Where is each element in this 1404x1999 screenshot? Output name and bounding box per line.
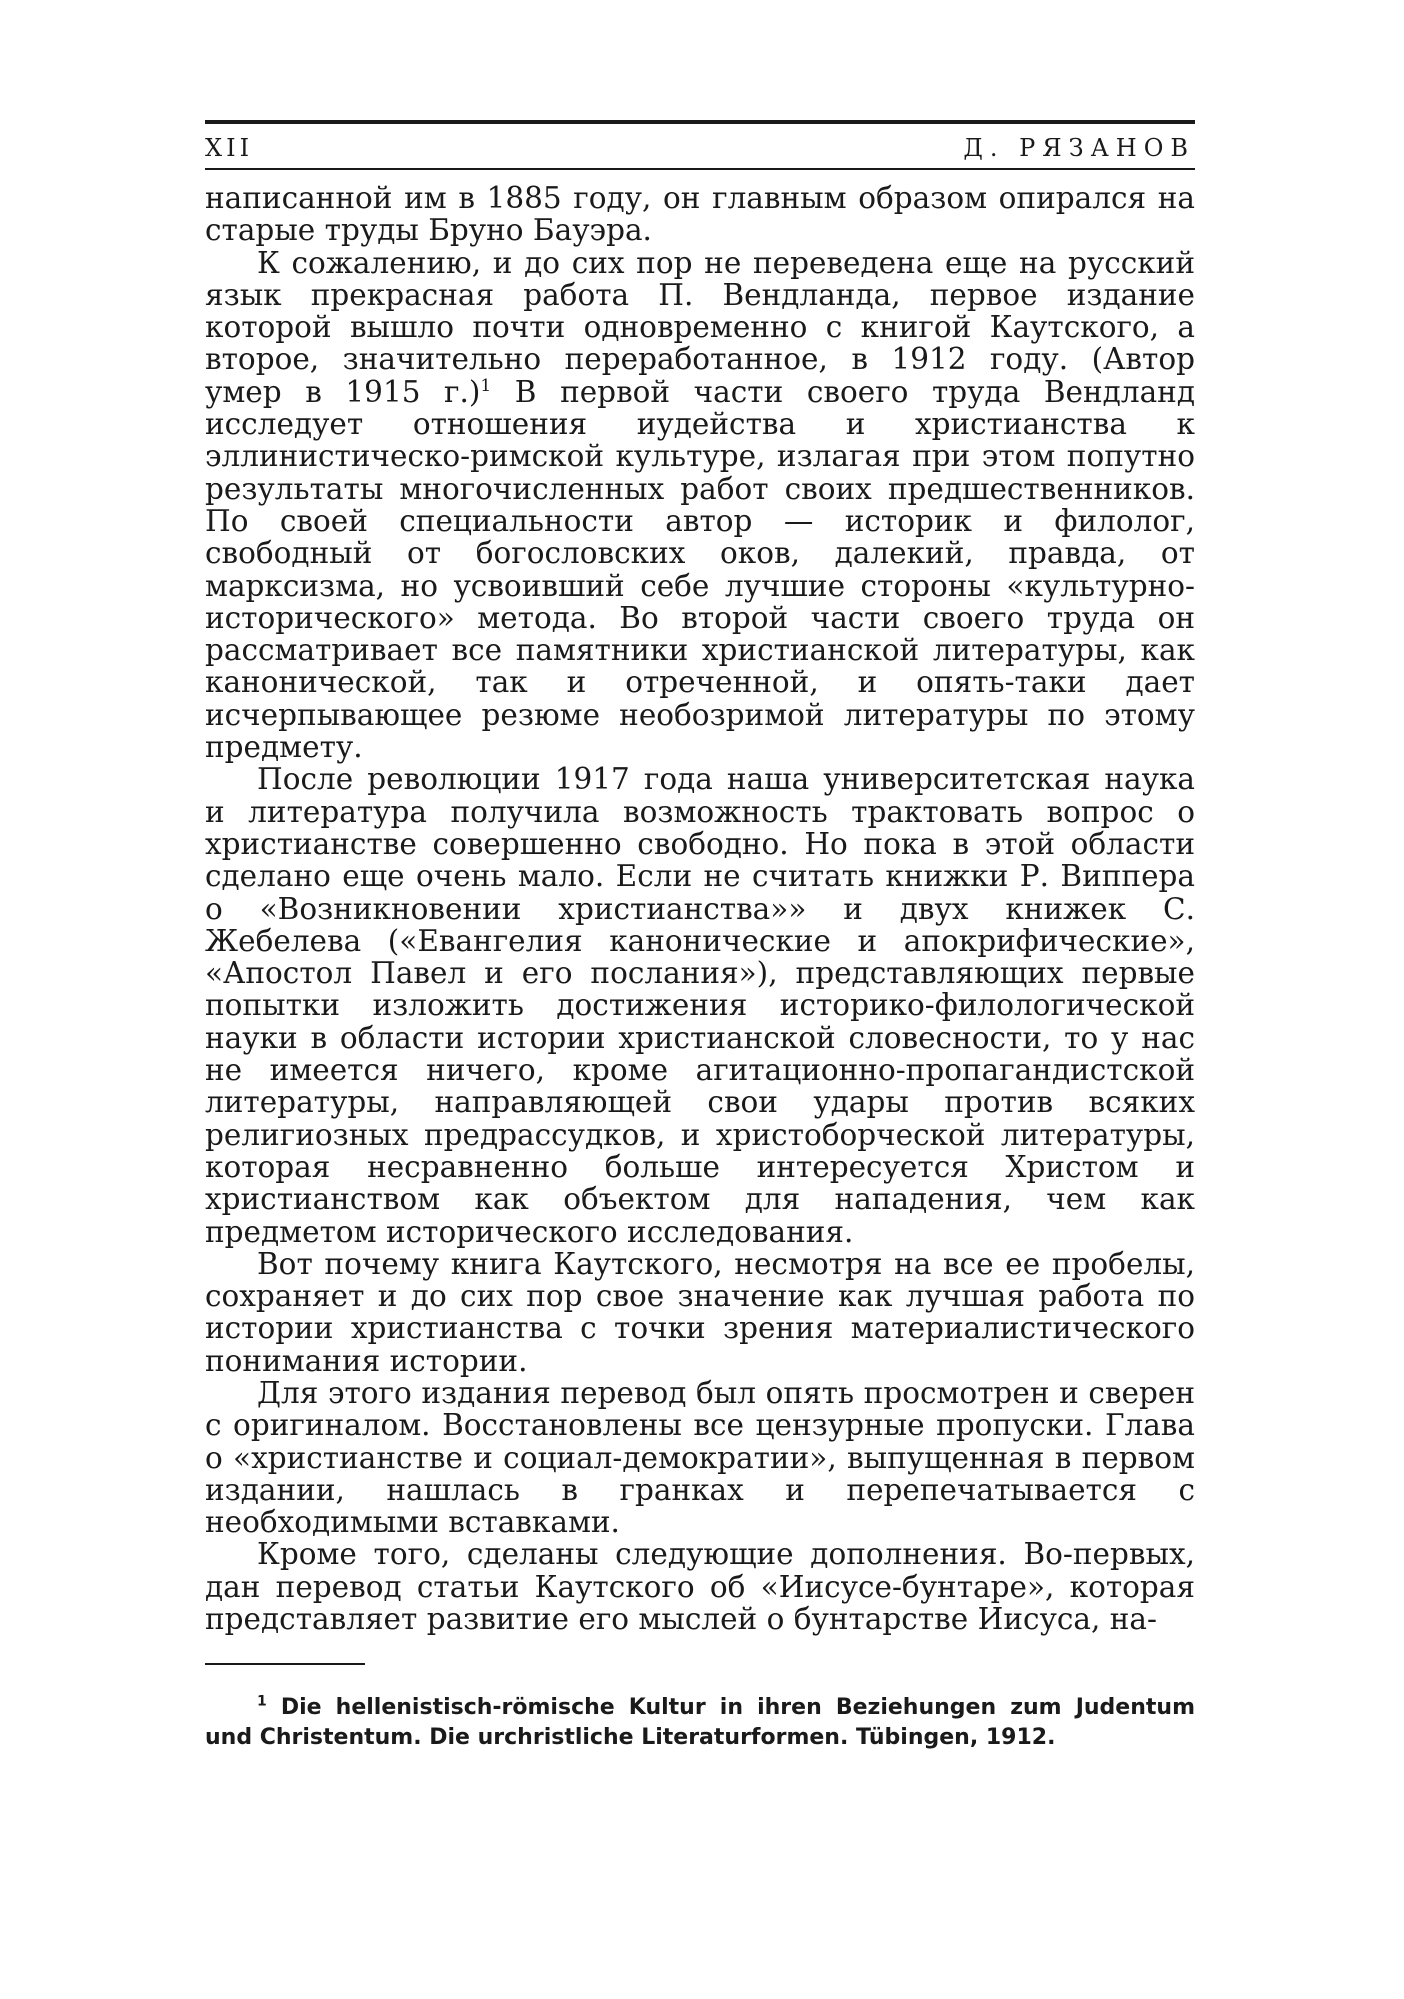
footnote-text: Die hellenistisch-römische Kultur in ihren Beziehungen zum Judentum und Christentum. Die urchristliche Literaturformen. Tübingen, 1912. bbox=[205, 1695, 1195, 1751]
footnote-reference[interactable]: 1 bbox=[480, 375, 492, 396]
paragraph-3: После революции 1917 года наша университетская наука и литература получила возможность трактовать вопрос о христианстве совершенно свободно. Но пока в этой области сделано еще очень мало. Если не считать книжки Р. Виппера о «Возникновении христианства»» и двух книжек С. Жебелева («Евангелия канонические и апокрифические», «Апостол Павел и его послания»), представляющих первые попытки изложить достижения историко-филологической науки в области истории христианской словесности, то у нас не имеется ничего, кроме агитационно-пропагандистской литературы, направляющей свои удары против всяких религиозных предрассудков, и христоборческой литературы, которая несравненно больше интересуется Христом и христианством как объектом для нападения, чем как предметом исторического исследования. bbox=[205, 762, 1195, 1249]
paragraph-2-text-b: В первой части своего труда Вендланд исследует отношения иудейства и христианства к эллинистическо-римской культуре, излагая при этом попутно результаты многочисленных работ своих предшественников. По своей специальности автор — историк и филолог, свободный от богословских оков, далекий, правда, от марксизма, но усвоивший себе лучшие стороны «культурно-исторического» метода. Во второй части своего труда он рассматривает все памятники христианской литературы, как канонической, так и отреченной, и опять-таки дает исчерпывающее резюме необозримой литературы по этому предмету. bbox=[205, 374, 1195, 765]
body-text bbox=[205, 182, 1195, 1635]
paragraph-2 bbox=[205, 247, 1195, 764]
footnote bbox=[205, 1693, 1195, 1753]
page-number: XII bbox=[205, 134, 254, 162]
page-header bbox=[205, 120, 1195, 170]
paragraph-6: Кроме того, сделаны следующие дополнения. Во-первых, дан перевод статьи Каутского об «Иисусе-бунтаре», которая представляет развитие его мыслей о бунтарстве Иисуса, на- bbox=[205, 1537, 1195, 1637]
paragraph-4: Вот почему книга Каутского, несмотря на все ее пробелы, сохраняет и до сих пор свое значение как лучшая работа по истории христианства с точки зрения материалистического понимания истории. bbox=[205, 1246, 1195, 1378]
footnote-mark: 1 bbox=[257, 1694, 267, 1711]
paragraph-1: написанной им в 1885 году, он главным образом опирался на старые труды Бруно Бауэра. bbox=[205, 181, 1195, 248]
paragraph-2-text-a: К сожалению, и до сих пор не переведена еще на русский язык прекрасная работа П. Вендланда, первое издание которой вышло почти одновременно с книгой Каутского, а второе, значительно переработанное, в 1912 году. (Автор умер в 1915 г.) bbox=[205, 245, 1195, 409]
paragraph-5: Для этого издания перевод был опять просмотрен и сверен с оригиналом. Восстановлены все цензурные пропуски. Глава о «христианстве и социал-демократии», выпущенная в первом издании, нашлась в гранках и перепечатывается с необходимыми вставками. bbox=[205, 1375, 1195, 1540]
running-head: Д. РЯЗАНОВ bbox=[963, 134, 1195, 162]
book-page bbox=[205, 120, 1195, 1753]
footnote-divider bbox=[205, 1663, 365, 1665]
